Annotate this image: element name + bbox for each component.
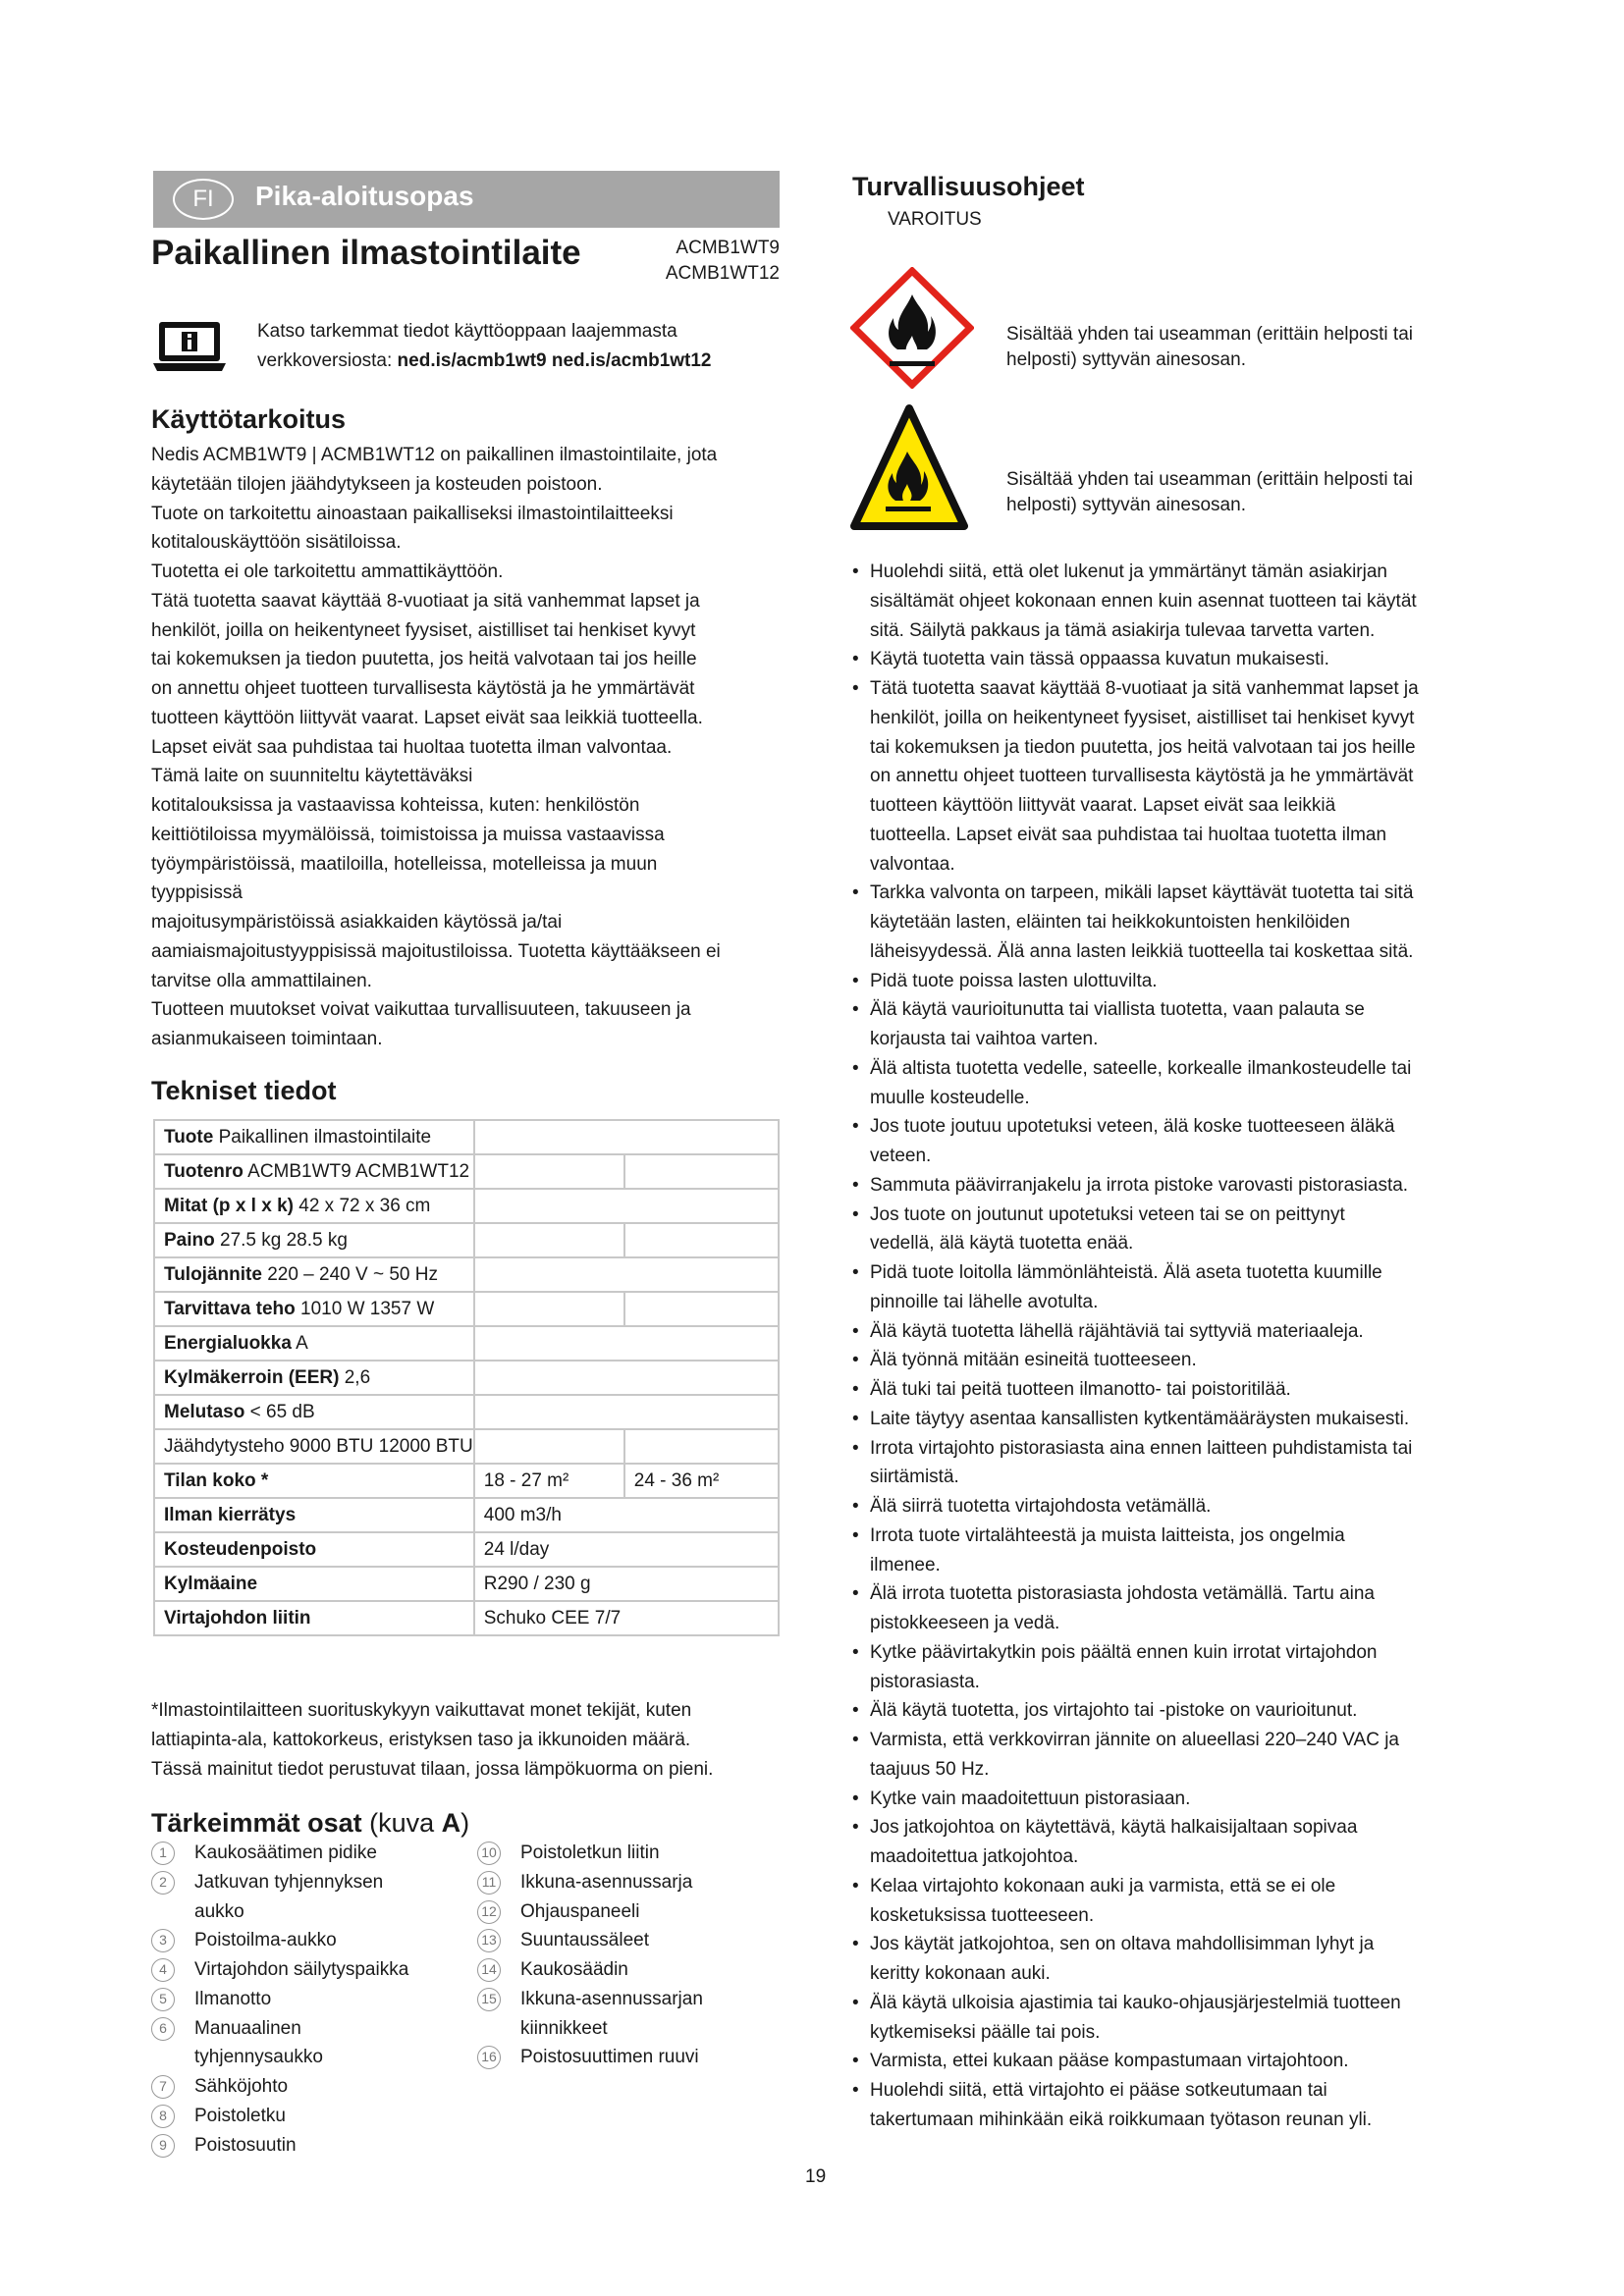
bullet-line: • Älä käytä tuotetta lähellä räjähtäviä tai syttyviä materiaaleja. [870, 1320, 1364, 1342]
part-number: 13 [477, 1929, 501, 1952]
spec-value-cell [474, 1154, 624, 1189]
spec-value: 42 x 72 x 36 cm [293, 1195, 431, 1216]
bullet-line: läheisyydessä. Älä anna lasten leikkiä tuotteella tai koskettaa sitä. [870, 940, 1414, 962]
part-number: 12 [477, 1900, 501, 1924]
spec-row [154, 1292, 779, 1326]
spec-label: Melutaso [164, 1401, 245, 1422]
safety-bullet [852, 1201, 1419, 1259]
text-line: Tuote on tarkoitettu ainoastaan paikalliseksi ilmastointilaitteeksi [151, 503, 674, 524]
spec-value-cell [474, 1120, 779, 1154]
part-number: 16 [477, 2046, 501, 2069]
bullet-line: • Älä altista tuotetta vedelle, sateelle, korkealle ilmankosteudelle tai [870, 1057, 1412, 1079]
spec-row [154, 1429, 779, 1464]
bullet-line: korjausta tai vaihtoa varten. [870, 1029, 1099, 1049]
bullet-line: • Laite täytyy asentaa kansallisten kytkentämääräysten mukaisesti. [870, 1408, 1410, 1429]
bullet-line: sitä. Säilytä pakkaus ja tämä asiakirja tulevaa tarvetta varten. [870, 619, 1376, 641]
part-number: 1 [151, 1842, 175, 1865]
part-label: tyhjennysaukko [194, 2047, 323, 2068]
safety-bullet [852, 1258, 1419, 1317]
spec-value-cell [474, 1395, 779, 1429]
safety-bullet [852, 1696, 1419, 1726]
spec-label-cell [154, 1120, 474, 1154]
bullet-line: on annettu ohjeet tuotteen turvallisesta käytöstä ja he ymmärtävät [870, 766, 1414, 787]
part-number: 10 [477, 1842, 501, 1865]
spec-value: 27.5 kg 28.5 kg [214, 1229, 348, 1251]
spec-label: Tuote [164, 1126, 214, 1148]
spec-row [154, 1601, 779, 1635]
spec-value: < 65 dB [244, 1401, 315, 1422]
part-item [477, 1839, 703, 1868]
text-line: Nedis ACMB1WT9 | ACMB1WT12 on paikallinen ilmastointilaite, jota [151, 445, 718, 465]
safety-bullet [852, 1872, 1419, 1931]
spec-value-cell [624, 1223, 779, 1257]
part-item [151, 1868, 408, 1927]
part-item [151, 1985, 408, 2014]
spec-label: Tilan koko * [164, 1469, 269, 1491]
safety-bullet [852, 1346, 1419, 1375]
part-label: Poistoletkun liitin [520, 1842, 660, 1863]
safety-bullet [852, 1989, 1419, 2048]
bullet-line: • Kelaa virtajohto kokonaan auki ja varmista, että se ei ole [870, 1875, 1336, 1896]
spec-value-cell: Schuko CEE 7/7 [474, 1601, 779, 1635]
page-number: 19 [805, 2166, 827, 2187]
warning-label: VAROITUS [888, 209, 982, 230]
safety-bullet [852, 1522, 1419, 1580]
spec-label: Tuotenro [164, 1160, 244, 1182]
spec-label: Ilman kierrätys [164, 1504, 297, 1525]
bullet-line: • Irrota tuote virtalähteestä ja muista laitteista, jos ongelmia [870, 1524, 1345, 1546]
bullet-line: tuotteen käyttöön liittyvät vaarat. Lapset eivät saa leikkiä [870, 795, 1336, 816]
bullet-line: • Älä tuki tai peitä tuotteen ilmanotto- tai poistoritilää. [870, 1379, 1291, 1400]
spec-value: 1010 W 1357 W [295, 1298, 435, 1319]
bullet-line: henkilöt, joilla on heikentyneet fyysiset, aistilliset tai henkiset kyvyt [870, 707, 1415, 728]
text-line: Tätä tuotetta saavat käyttää 8-vuotiaat ja sitä vanhemmat lapset ja [151, 590, 700, 612]
safety-bullet [852, 1112, 1419, 1171]
bullet-line: • Jos käytät jatkojohtoa, sen on oltava mahdollisimman lyhyt ja [870, 1934, 1375, 1955]
safety-bullet [852, 645, 1419, 674]
bullet-line: • Varmista, että verkkovirran jännite on alueellasi 220–240 VAC ja [870, 1730, 1399, 1750]
spec-row [154, 1189, 779, 1223]
bullet-line: muulle kosteudelle. [870, 1087, 1030, 1108]
language-badge: FI [173, 179, 234, 220]
spec-value-cell: R290 / 230 g [474, 1567, 779, 1601]
bullet-line: pistorasiasta. [870, 1671, 980, 1692]
spec-label: Kosteudenpoisto [164, 1538, 317, 1560]
bullet-line: vedellä, älä käytä tuotetta enää. [870, 1233, 1134, 1255]
part-label: Ikkuna-asennussarja [520, 1871, 693, 1893]
part-label: Ilmanotto [194, 1988, 272, 2009]
part-label: Suuntaussäleet [520, 1930, 649, 1951]
safety-bullet [852, 1492, 1419, 1522]
spec-label: Tulojännite [164, 1263, 262, 1285]
footnote-line: Tässä mainitut tiedot perustuvat tilaan, jossa lämpökuorma on pieni. [151, 1758, 714, 1780]
spec-value: 2,6 [339, 1366, 371, 1388]
purpose-text [151, 441, 721, 1054]
spec-label: Kylmäaine [164, 1573, 258, 1594]
spec-row [154, 1257, 779, 1292]
bullet-line: • Pidä tuote loitolla lämmönlähteistä. Älä aseta tuotetta kuumille [870, 1262, 1382, 1283]
part-label: Ohjauspaneeli [520, 1900, 640, 1922]
bullet-line: pistokkeeseen ja vedä. [870, 1613, 1060, 1633]
safety-bullet [852, 1171, 1419, 1201]
spec-label-cell [154, 1326, 474, 1361]
bullet-line: sisältämät ohjeet kokonaan ennen kuin asennat tuotteen tai käytät [870, 590, 1417, 612]
spec-value-cell [474, 1292, 624, 1326]
bullet-line: • Varmista, ettei kukaan pääse kompastumaan virtajohtoon. [870, 2051, 1349, 2072]
spec-label-cell [154, 1257, 474, 1292]
spec-row [154, 1464, 779, 1498]
bullet-line: valvontaa. [870, 853, 955, 875]
spec-value-cell [624, 1154, 779, 1189]
part-number: 8 [151, 2105, 175, 2128]
part-number: 14 [477, 1958, 501, 1982]
safety-bullet [852, 1054, 1419, 1113]
part-label: Poistoletku [194, 2105, 286, 2126]
safety-bullet [852, 1317, 1419, 1347]
spec-value-cell [474, 1429, 624, 1464]
spec-value-cell [624, 1429, 779, 1464]
safety-bullet [852, 1813, 1419, 1872]
spec-label: Tarvittava teho [164, 1298, 296, 1319]
part-label: Sähköjohto [194, 2076, 289, 2097]
spec-row [154, 1361, 779, 1395]
part-number: 15 [477, 1988, 501, 2011]
part-label: Manuaalinen [194, 2017, 301, 2039]
bullet-line: taajuus 50 Hz. [870, 1758, 990, 1780]
online-manual-note [257, 317, 712, 376]
spec-row [154, 1120, 779, 1154]
spec-row [154, 1498, 779, 1532]
text-line: tyyppisissä [151, 882, 243, 904]
safety-bullet [852, 1579, 1419, 1638]
parts-heading: Tärkeimmät osat (kuva A) [151, 1808, 470, 1838]
bullet-line: • Älä käytä tuotetta, jos virtajohto tai -pistoke on vaurioitunut. [870, 1700, 1358, 1722]
safety-bullet [852, 1638, 1419, 1697]
spec-row [154, 1395, 779, 1429]
part-item [477, 1926, 703, 1955]
text-line: aamiaismajoitustyyppisissä majoitustiloissa. Tuotetta käyttääkseen ei [151, 940, 721, 962]
safety-bullet [852, 1726, 1419, 1785]
specs-table [153, 1119, 780, 1636]
spec-value-cell [474, 1223, 624, 1257]
spec-label-cell [154, 1189, 474, 1223]
bullet-line: veteen. [870, 1146, 932, 1166]
model-2: ACMB1WT12 [665, 263, 780, 284]
part-label: Kaukosäätimen pidike [194, 1842, 377, 1863]
spec-value: Paikallinen ilmastointilaite [213, 1126, 432, 1148]
safety-bullet [852, 1785, 1419, 1814]
purpose-heading: Käyttötarkoitus [151, 404, 347, 434]
safety-bullet [852, 2076, 1419, 2135]
spec-row [154, 1326, 779, 1361]
part-item [477, 1955, 703, 1985]
bullet-line: maadoitettua jatkojohtoa. [870, 1846, 1079, 1867]
model-1: ACMB1WT9 [676, 238, 780, 258]
text-line: on annettu ohjeet tuotteen turvallisesta käytöstä ja he ymmärtävät [151, 678, 695, 699]
text-line: keittiötiloissa myymälöissä, toimistoissa ja muissa vastaavissa [151, 824, 665, 845]
spec-label-cell [154, 1223, 474, 1257]
page-title: Paikallinen ilmastointilaite [151, 234, 581, 272]
part-label: kiinnikkeet [520, 2017, 608, 2039]
bullet-line: • Älä työnnä mitään esineitä tuotteeseen. [870, 1350, 1197, 1371]
spec-label: Paino [164, 1229, 215, 1251]
bullet-line: • Pidä tuote poissa lasten ulottuvilta. [870, 970, 1158, 991]
bullet-line: • Kytke päävirtakytkin pois päältä ennen kuin irrotat virtajohdon [870, 1641, 1378, 1663]
text-line: kotitalouksissa ja vastaavissa kohteissa, kuten: henkilöstön [151, 795, 640, 816]
text-line: Tuotteen muutokset voivat vaikuttaa turvallisuuteen, takuuseen ja [151, 999, 691, 1021]
part-label: Ikkuna-asennussarjan [520, 1988, 703, 2009]
bullet-line: • Tätä tuotetta saavat käyttää 8-vuotiaat ja sitä vanhemmat lapset ja [870, 678, 1419, 699]
bullet-line: • Älä siirrä tuotetta virtajohdosta vetämällä. [870, 1496, 1212, 1517]
spec-row [154, 1223, 779, 1257]
bullet-line: tuotteella. Lapset eivät saa puhdistaa tai huoltaa tuotetta ilman [870, 824, 1387, 845]
part-label: aukko [194, 1900, 244, 1922]
spec-value-cell [624, 1292, 779, 1326]
spec-label-cell [154, 1154, 474, 1189]
text-line: Lapset eivät saa puhdistaa tai huoltaa tuotetta ilman valvontaa. [151, 736, 673, 758]
part-label: Virtajohdon säilytyspaikka [194, 1959, 409, 1980]
bullet-line: • Jos tuote joutuu upotetuksi veteen, älä koske tuotteeseen äläkä [870, 1116, 1395, 1138]
spec-row [154, 1154, 779, 1189]
part-label: Poistoilma-aukko [194, 1930, 337, 1951]
safety-bullet [852, 674, 1419, 879]
bullet-line: • Jos jatkojohtoa on käytettävä, käytä halkaisijaltaan sopivaa [870, 1817, 1358, 1839]
text-line: tai kokemuksen ja tiedon puutetta, jos heitä valvotaan tai jos heille [151, 649, 697, 670]
safety-bullet [852, 1375, 1419, 1405]
text-line: henkilöt, joilla on heikentyneet fyysiset, aistilliset tai henkiset kyvyt [151, 619, 696, 641]
spec-row [154, 1567, 779, 1601]
part-number: 4 [151, 1958, 175, 1982]
header-bar [153, 171, 780, 228]
part-number: 7 [151, 2075, 175, 2099]
part-item [477, 1897, 703, 1927]
spec-label: Kylmäkerroin (EER) [164, 1366, 340, 1388]
safety-bullet [852, 1405, 1419, 1434]
part-item [151, 2014, 408, 2073]
bullet-line: siirtämistä. [870, 1467, 959, 1488]
bullet-line: keritty kokonaan auki. [870, 1963, 1051, 1984]
text-line: majoitusympäristöissä asiakkaiden käytössä ja/tai [151, 912, 563, 933]
bullet-line: pinnoille tai lähelle avotulta. [870, 1291, 1099, 1312]
footnote-line: *Ilmastointilaitteen suorituskykyyn vaikuttavat monet tekijät, kuten [151, 1700, 692, 1721]
spec-label-cell [154, 1292, 474, 1326]
manual-link[interactable]: ned.is/acmb1wt9 ned.is/acmb1wt12 [397, 350, 712, 371]
text-line: käytetään tilojen jäähdytykseen ja kosteuden poistoon. [151, 473, 603, 495]
bullet-line: ilmenee. [870, 1554, 941, 1575]
flammable-warning-triangle-icon [850, 402, 968, 537]
bullet-line: kytkemiseksi päälle tai pois. [870, 2021, 1101, 2043]
part-item [151, 2072, 408, 2102]
spec-row [154, 1532, 779, 1567]
bullet-line: • Kytke vain maadoitettuun pistorasiaan. [870, 1788, 1191, 1809]
spec-value: ACMB1WT9 ACMB1WT12 [243, 1160, 470, 1182]
bullet-line: • Älä käytä vaurioitunutta tai viallista tuotetta, vaan palauta se [870, 999, 1365, 1021]
bullet-line: • Jos tuote on joutunut upotetuksi veteen tai se on peittynyt [870, 1203, 1345, 1225]
spec-label-cell [154, 1361, 474, 1395]
safety-bullet [852, 879, 1419, 966]
bullet-line: • Älä irrota tuotetta pistorasiasta johdosta vetämällä. Tartu aina [870, 1583, 1375, 1605]
part-item [151, 1955, 408, 1985]
part-label: Kaukosäädin [520, 1959, 628, 1980]
bullet-line: takertumaan mihinkään eikä roikkumaan työtason reunan yli. [870, 2109, 1373, 2130]
spec-value: A [291, 1332, 308, 1354]
bullet-line: • Huolehdi siitä, että virtajohto ei pääse sotkeutumaan tai [870, 2080, 1327, 2101]
laptop-info-icon [153, 320, 226, 378]
safety-bullet [852, 995, 1419, 1054]
part-number: 2 [151, 1871, 175, 1895]
specs-footnote [151, 1696, 713, 1784]
text-line: tarvitse olla ammattilainen. [151, 970, 372, 991]
part-item [477, 1868, 703, 1897]
hazard-text-1: Sisältää yhden tai useamman (erittäin helposti tai helposti) syttyvän ainesosan. [1006, 324, 1414, 370]
part-item [477, 2043, 703, 2072]
spec-value-cell: 24 l/day [474, 1532, 779, 1567]
text-line: kotitalouskäyttöön sisätiloissa. [151, 532, 402, 554]
parts-list-1 [151, 1839, 408, 2160]
part-item [151, 1926, 408, 1955]
spec-label-cell [154, 1464, 474, 1498]
bullet-line: • Älä käytä ulkoisia ajastimia tai kauko-ohjausjärjestelmiä tuotteen [870, 1992, 1401, 2013]
model-numbers [609, 236, 780, 287]
spec-label-cell [154, 1567, 474, 1601]
footnote-line: lattiapinta-ala, kattokorkeus, eristyksen taso ja ikkunoiden määrä. [151, 1729, 691, 1750]
spec-value-cell: 400 m3/h [474, 1498, 779, 1532]
text-line: Tuotetta ei ole tarkoitettu ammattikäyttöön. [151, 561, 504, 582]
spec-label: Virtajohdon liitin [164, 1607, 311, 1629]
part-number: 3 [151, 1929, 175, 1952]
spec-label-cell [154, 1395, 474, 1429]
bullet-line: • Tarkka valvonta on tarpeen, mikäli lapset käyttävät tuotetta tai sitä [870, 882, 1414, 904]
spec-value-cell [474, 1189, 779, 1223]
spec-label: Energialuokka [164, 1332, 292, 1354]
safety-bullet [852, 558, 1419, 645]
spec-label-cell [154, 1498, 474, 1532]
info-line: verkkoversiosta: ned.is/acmb1wt9 ned.is/acmb1wt12 [257, 350, 712, 371]
bullet-line: käytetään lasten, eläinten tai heikkokuntoisten henkilöiden [870, 912, 1351, 933]
safety-bullet [852, 1930, 1419, 1989]
part-item [151, 2102, 408, 2131]
spec-label-cell [154, 1601, 474, 1635]
specs-heading: Tekniset tiedot [151, 1076, 337, 1105]
part-number: 9 [151, 2134, 175, 2158]
safety-bullet [852, 2047, 1419, 2076]
safety-bullet [852, 967, 1419, 996]
spec-value-cell [474, 1361, 779, 1395]
guide-title: Pika-aloitusopas [255, 181, 474, 211]
part-label: Jatkuvan tyhjennyksen [194, 1871, 384, 1893]
bullet-line: • Huolehdi siitä, että olet lukenut ja ymmärtänyt tämän asiakirjan [870, 561, 1387, 582]
bullet-line: • Sammuta päävirranjakelu ja irrota pistoke varovasti pistorasiasta. [870, 1174, 1409, 1196]
bullet-line: • Irrota virtajohto pistorasiasta aina ennen laitteen puhdistamista tai [870, 1437, 1413, 1459]
safety-bullet-list [852, 558, 1419, 2135]
spec-value-cell [474, 1257, 779, 1292]
text-line: asianmukaiseen toimintaan. [151, 1029, 383, 1049]
text-line: Tämä laite on suunniteltu käytettäväksi [151, 766, 473, 787]
spec-value-cell: 18 - 27 m² [474, 1464, 624, 1498]
part-item [477, 1985, 703, 2044]
info-line: Katso tarkemmat tiedot käyttöoppaan laajemmasta [257, 321, 677, 342]
text-line: tuotteen käyttöön liittyvät vaarat. Lapset eivät saa leikkiä tuotteella. [151, 707, 703, 728]
part-item [151, 1839, 408, 1868]
part-label: Poistosuutin [194, 2134, 297, 2156]
spec-value-cell [474, 1326, 779, 1361]
part-number: 6 [151, 2017, 175, 2041]
bullet-line: • Käytä tuotetta vain tässä oppaassa kuvatun mukaisesti. [870, 649, 1329, 670]
spec-label-cell [154, 1532, 474, 1567]
part-label: Poistosuuttimen ruuvi [520, 2047, 699, 2068]
spec-value: 220 – 240 V ~ 50 Hz [261, 1263, 438, 1285]
spec-label-cell [154, 1429, 474, 1464]
hazard-text-2: Sisältää yhden tai useamman (erittäin helposti tai helposti) syttyvän ainesosan. [1006, 469, 1414, 515]
spec-label: Mitat (p x l x k) [164, 1195, 294, 1216]
spec-value-cell: 24 - 36 m² [624, 1464, 779, 1498]
bullet-line: tai kokemuksen ja tiedon puutetta, jos heitä valvotaan tai jos heille [870, 736, 1416, 758]
part-number: 5 [151, 1988, 175, 2011]
text-line: työympäristöissä, maatiloilla, hotelleissa, motelleissa ja muun [151, 853, 658, 875]
parts-list-2 [477, 1839, 703, 2072]
safety-heading: Turvallisuusohjeet [852, 172, 1085, 201]
part-item [151, 2131, 408, 2161]
spec-value: Jäähdytysteho 9000 BTU 12000 BTU [164, 1435, 473, 1457]
part-number: 11 [477, 1871, 501, 1895]
flammable-ghs-icon [850, 267, 974, 394]
safety-bullet [852, 1434, 1419, 1493]
bullet-line: kosketuksissa tuotteeseen. [870, 1904, 1095, 1926]
